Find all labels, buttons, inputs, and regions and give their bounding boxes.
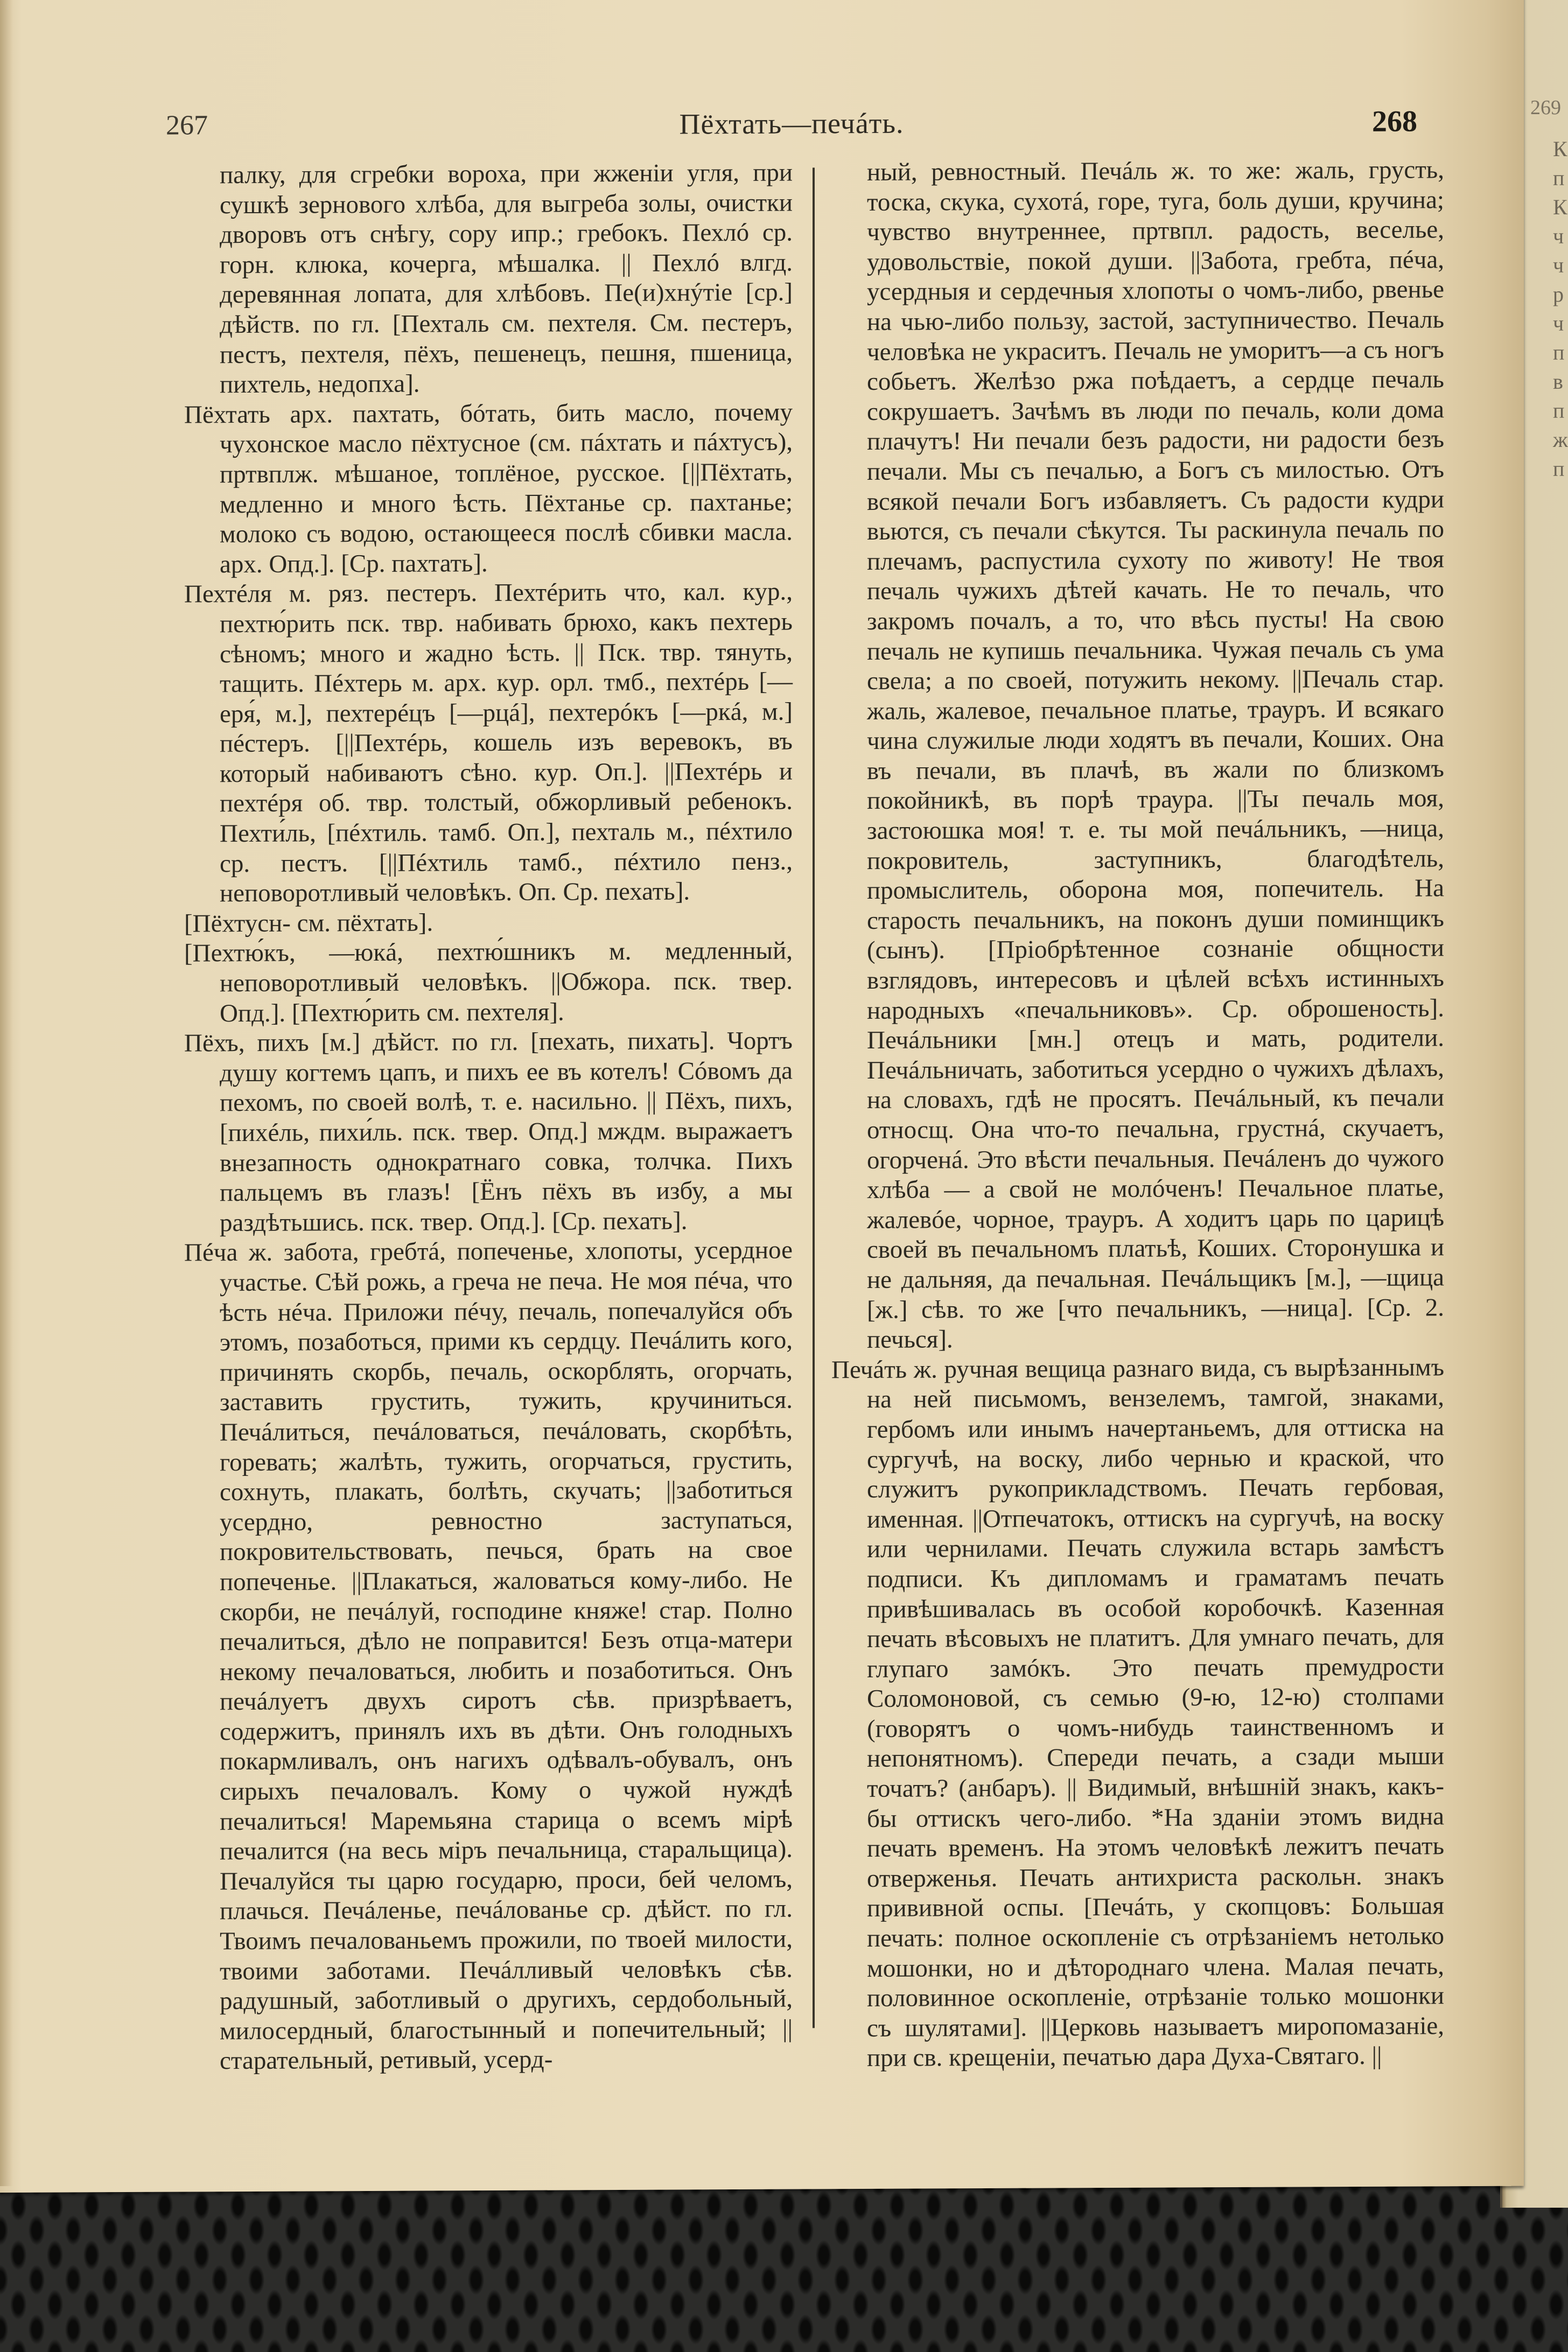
adjacent-page-fragment: ч xyxy=(1553,253,1564,277)
adjacent-page-fragment: п xyxy=(1553,166,1565,190)
dictionary-entry: [Пёхтусн- см. пёхтать]. xyxy=(184,908,433,938)
dictionary-entry: Печáть ж. ручная вещица разнаго вида, съ вырѣзаннымъ на ней письмомъ, вензелемъ, тамгой, знаками, гербомъ или инымъ начертаньемъ, для оттиска на сургучѣ, на воску, либо чернью и краской, что служитъ рукоприкладствомъ. Печать гербовая, именная. ||Отпечатокъ, оттискъ на сургучѣ, на воску или чернилами. Печать служила встарь замѣстъ подписи. Къ дипломамъ и граматамъ печать привѣшивалась въ особой коробочкѣ. Казенная печать вѣсовыхъ не платитъ. Для умнаго печать, для глупаго замóкъ. Это печать премудрости Соломоновой, съ семью (9-ю, 12-ю) столпами (говорятъ о чомъ-нибудь таинственномъ и непонятномъ). Спереди печать, а сзади мыши точатъ? (анбаръ). || Видимый, внѣшній знакъ, какъ-бы оттискъ чего-либо. *На зданіи этомъ видна печать временъ. На этомъ человѣкѣ лежитъ печать отверженья. Печать антихриста раскольн. знакъ прививной оспы. [Печáть, у скопцовъ: Большая печать: полное оскопленіе съ отрѣзаніемъ нетолько мошонки, но и дѣтороднаго члена. Малая печать, половинное оскопленіе, отрѣзаніе только мошонки съ шулятами]. ||Церковь называетъ миропомазаніе, при св. крещеніи, печатью дара Духа-Святаго. || xyxy=(831,1353,1444,2073)
adjacent-page-fragment: р xyxy=(1553,282,1564,306)
adjacent-page-fragment: К xyxy=(1553,195,1567,219)
background-mat xyxy=(0,2181,1568,2352)
running-title: Пёхтать—печáть. xyxy=(679,107,904,141)
right-column-number: 268 xyxy=(1372,104,1417,138)
adjacent-page-fragment: ж xyxy=(1553,428,1568,452)
left-column-number: 267 xyxy=(166,110,208,141)
adjacent-page-fragment: ч xyxy=(1553,311,1564,335)
adjacent-page-number: 269 xyxy=(1530,96,1561,119)
adjacent-page-fragment: п xyxy=(1553,398,1565,423)
dictionary-entry: Пёхъ, пихъ [м.] дѣйст. по гл. [пехать, пихать]. Чортъ душу когтемъ цапъ, и пихъ ее въ котелъ! Сóвомъ да пехомъ, по своей волѣ, т. е. насильно. || Пёхъ, пихъ, [пихéль, пихи́ль. пск. твер. Опд.] мждм. выражаетъ внезапность однократнаго совка, толчка. Пихъ пальцемъ въ глазъ! [Ёнъ пёхъ въ избу, а мы раздѣтьшись. пск. твер. Опд.]. [Ср. пехать]. xyxy=(184,1026,793,1237)
dictionary-entry: Пехтéля м. ряз. пестеръ. Пехтéрить что, кал. кур., пехтю́рить пск. твр. набивать брюхо, какъ пехтерь сѣномъ; много и жадно ѣсть. || Пск. твр. тянуть, тащить. Пéхтерь м. арх. кур. орл. тмб., пехтéрь [—еря́, м.], пехтерéцъ [—рцá], пехтерóкъ [—ркá, м.] пéстеръ. [||Пехтéрь, кошель изъ веревокъ, въ который набиваютъ сѣно. кур. Оп.]. ||Пехтéрь и пехтéря об. твр. толстый, обжорливый ребенокъ. Пехти́ль, [пéхтиль. тамб. Оп.], пехталь м., пéхтило ср. пестъ. [||Пéхтиль тамб., пéхтило пенз., неповоротливый человѣкъ. Оп. Ср. пехать]. xyxy=(184,577,793,908)
dictionary-entry: Пéча ж. забота, гребтá, попеченье, хлопоты, усердное участье. Сѣй рожь, а греча не печа. Не моя пéча, что ѣсть нéча. Приложи пéчу, печаль, попечалуйся объ этомъ, позаботься, прими къ сердцу. Печáлить кого, причинять скорбь, печаль, оскорблять, огорчать, заставить грустить, тужить, кручиниться. Печáлиться, печáловаться, печáловать, скорбѣть, горевать; жалѣть, тужить, огорчаться, грустить, сохнуть, плакать, болѣть, скучать; ||заботиться усердно, ревностно заступаться, покровительствовать, печься, брать на свое попеченье. ||Плакаться, жаловаться кому-либо. Не скорби, не печáлуй, господине княже! стар. Полно печалиться, дѣло не поправится! Безъ отца-матери некому печаловаться, любить и позаботиться. Онъ печáлуетъ двухъ сиротъ сѣв. призрѣваетъ, содержитъ, принялъ ихъ въ дѣти. Онъ голодныхъ покармливалъ, онъ нагихъ одѣвалъ-обувалъ, онъ сирыхъ печаловалъ. Кому о чужой нуждѣ печалиться! Маремьяна старица о всемъ мірѣ печалится (на весь міръ печальница, старальщица). Печалуйся ты царю государю, проси, бей челомъ, плачься. Печáленье, печáлованье ср. дѣйст. по гл. Твоимъ печалованьемъ прожили, по твоей милости, твоими заботами. Печáлливый человѣкъ сѣв. радушный, заботливый о другихъ, сердобольный, милосердный, благостынный и попечительный; ||старательный, ретивый, усерд- xyxy=(184,1236,793,2075)
dictionary-entry: ный, ревностный. Печáль ж. то же: жаль, грусть, тоска, скука, сухотá, горе, туга, боль души, кручина; чувство внутреннее, пртвпл. радость, веселье, удовольствіе, покой души. ||Забота, гребта, пéча, усердныя и сердечныя хлопоты о чомъ-либо, рвенье на чью-либо пользу, застой, заступничество. Печаль человѣка не украситъ. Печаль не уморитъ—а съ ногъ собьетъ. Желѣзо ржа поѣдаетъ, а сердце печаль сокрушаетъ. Зачѣмъ въ люди по печаль, коли дома плачутъ! Ни печали безъ радости, ни радости безъ печали. Мы съ печалью, а Богъ съ милостью. Отъ всякой печали Богъ избавляетъ. Съ радости кудри вьются, съ печали сѣкутся. Ты раскинула печаль по плечамъ, распустила сухоту по животу! Не твоя печаль чужихъ дѣтей качать. Не то печаль, что закромъ почалъ, а то, что вѣсь пусты! На свою печаль не купишь печальника. Чужая печаль съ ума свела; а по своей, потужить некому. ||Печаль стар. жаль, жалевое, печальное платье, трауръ. И всякаго чина служилые люди ходятъ въ печали, Коших. Она въ печали, въ плачѣ, въ жали по близкомъ покойникѣ, въ порѣ траура. ||Ты печаль моя, застоюшка моя! т. е. ты мой печáльникъ, —ница, покровитель, заступникъ, благодѣтель, промыслитель, оборона моя, попечитель. На старость печальникъ, на поконъ души поминщикъ (сынъ). [Пріобрѣтенное сознаніе общности взглядовъ, интересовъ и цѣлей всѣхъ истинныхъ народныхъ «печальниковъ». Ср. оброшеность]. Печáльники [мн.] отецъ и мать, родители. Печáльничать, заботиться усердно о чужихъ дѣлахъ, на словахъ, гдѣ не просятъ. Печáльный, къ печали относщ. Она что-то печальна, грустнá, скучаетъ, огорченá. Это вѣсти печальныя. Печáленъ до чужого хлѣба — а свой не молóченъ! Печальное платье, жалевóе, чорное, трауръ. А ходитъ царь по царицѣ своей въ печальномъ платьѣ, Коших. Сторонушка и не дальняя, да печальная. Печáльщикъ [м.], —щица [ж.] сѣв. то же [что печальникъ, —ница]. [Ср. 2. печься]. xyxy=(867,156,1444,1354)
adjacent-page-fragment: ч xyxy=(1553,224,1564,248)
right-column xyxy=(831,155,1444,2074)
dictionary-entry: Пёхтать арх. пахтать, бóтать, бить масло, почему чухонское масло пёхтусное (см. пáхтать и пáхтусъ), пртвплж. мѣшаное, топлёное, русское. [||Пёхтать, медленно и много ѣсть. Пёхтанье ср. пахтанье; молоко съ водою, остающееся послѣ сбивки масла. арх. Опд.]. [Ср. пахтать]. xyxy=(184,398,793,578)
column-divider xyxy=(813,167,815,2028)
left-column xyxy=(184,158,793,2077)
dictionary-entry: [Пехтю́къ, —юкá, пехтю́шникъ м. медленный, неповоротливый человѣкъ. ||Обжора. пск. твер. Опд.]. [Пехтю́рить см. пехтеля]. xyxy=(184,937,793,1027)
running-header xyxy=(162,104,1422,147)
adjacent-page-fragment: в xyxy=(1553,369,1563,394)
dictionary-entry: палку, для сгребки вороха, при жженіи угля, при сушкѣ зернового хлѣба, для выгреба золы, очистки дворовъ отъ снѣгу, сору ипр.; гребокъ. Пехлó ср. горн. клюка, кочерга, мѣшалка. || Пехлó влгд. деревянная лопата, для хлѣбовъ. Пе(и)хнýтіе [ср.] дѣйств. по гл. [Пехталь см. пехтеля. См. пестеръ, пестъ, пехтеля, пёхъ, пешенецъ, пешня, пшеница, пихтель, недопха]. xyxy=(220,158,793,399)
page-stack-edge xyxy=(0,0,13,2186)
adjacent-page-fragment: п xyxy=(1553,340,1565,365)
adjacent-page-fragment: п xyxy=(1553,457,1565,481)
adjacent-page-fragment: К xyxy=(1553,137,1567,161)
